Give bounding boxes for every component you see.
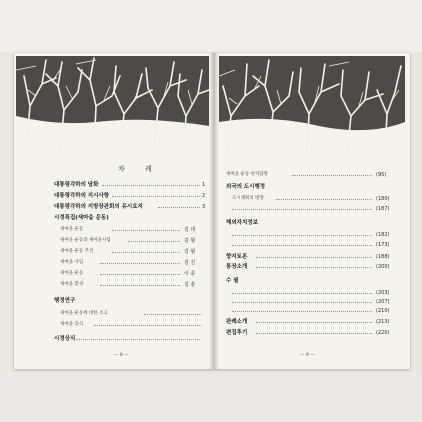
book-gutter [209, 53, 219, 369]
toc-entry [54, 336, 206, 342]
leader-dots [276, 199, 372, 200]
toc-entry-author: 김 대 [184, 227, 196, 233]
leader-dots [256, 322, 372, 323]
toc-section-heading [54, 298, 206, 304]
toc-entry [232, 299, 398, 305]
leader-dots [232, 209, 372, 210]
toc-entry [232, 290, 398, 296]
leader-dots [76, 339, 200, 340]
toc-entry-page: (180) [376, 196, 390, 202]
toc-entry-page: (203) [376, 290, 390, 296]
leader-dots [112, 252, 180, 253]
leader-dots [232, 311, 372, 312]
toc-entry [232, 232, 398, 238]
toc-entry [226, 264, 398, 270]
table-surface-bottom [0, 370, 422, 422]
toc-entry-label: 새마을 운동 [60, 227, 84, 232]
toc-section-heading [54, 215, 206, 221]
tree-woodcut-illustration-right [219, 56, 405, 154]
toc-entry-label: 도시계획의 방향 [232, 196, 264, 201]
toc-entry-label: 새마을 운동 현지답방 [226, 172, 268, 177]
toc-entry-page: 1 [202, 182, 206, 188]
leader-dots [256, 257, 372, 258]
toc-entry-label: 대통령각하의 지시사항 [54, 193, 110, 199]
toc-entry [232, 206, 398, 212]
toc-entry [226, 254, 398, 260]
toc-entry-page: (210) [376, 308, 390, 314]
leader-dots [128, 241, 180, 242]
toc-entry [54, 193, 206, 199]
toc-entry [60, 249, 206, 255]
page-number: — 9 — [300, 353, 315, 358]
toc-entry-page: 2 [202, 193, 206, 199]
toc-entry-label: 새마을 운동 [60, 271, 84, 276]
page-number: — 8 — [114, 353, 129, 358]
toc-section-heading [226, 278, 398, 284]
toc-entry-label: 대통령각하의 지방장관회의 유시요지 [54, 204, 143, 210]
toc-entry [232, 308, 398, 314]
toc-entry [60, 271, 206, 277]
leader-dots [158, 207, 200, 208]
toc-entry [60, 322, 206, 328]
toc-entry-label: 새마을 의식 [60, 322, 84, 327]
toc-entry-label: 향지토론 [226, 254, 248, 260]
toc-section-heading [226, 184, 398, 190]
leader-dots [256, 267, 372, 268]
toc-entry-label: 새마을 운동과 새마을사업 [60, 238, 111, 243]
toc-entry-label: 대통령각하의 담화 [54, 182, 99, 188]
toc-entry [226, 172, 398, 178]
toc-title: 차 례 [118, 165, 161, 173]
toc-entry-label: 해외자치정보 [226, 220, 258, 226]
toc-entry-author: 김 형 [184, 238, 196, 244]
toc-entry [226, 330, 398, 336]
toc-entry-page: (187) [376, 206, 390, 212]
toc-entry-page: (95) [376, 172, 387, 178]
toc-entry-page: (200) [376, 264, 390, 270]
toc-entry [232, 196, 398, 202]
toc-entry-label: 새마을 운동 추진 [60, 249, 94, 254]
toc-entry [226, 319, 398, 325]
toc-entry [60, 238, 206, 244]
toc-entry-page: (220) [376, 330, 390, 336]
leader-dots [112, 230, 180, 231]
leader-dots [256, 333, 372, 334]
leader-dots [292, 175, 372, 176]
leader-dots [232, 293, 372, 294]
toc-entry-label: 새마을 환경 [60, 282, 84, 287]
leader-dots [100, 274, 180, 275]
toc-entry [60, 227, 206, 233]
toc-entry [60, 311, 206, 317]
toc-entry [60, 260, 206, 266]
toc-entry-page: (173) [376, 242, 390, 248]
leader-dots [144, 314, 202, 315]
leader-dots [232, 302, 372, 303]
toc-entry-label: 시정특집(새마을 운동) [54, 215, 109, 221]
leader-dots [232, 245, 372, 246]
toc-entry-author: 김 진 [184, 260, 196, 266]
toc-entry-author: 김 형 [184, 249, 196, 255]
leader-dots [100, 285, 180, 286]
toc-entry [60, 282, 206, 288]
leader-dots [100, 263, 180, 264]
leader-dots [112, 196, 200, 197]
toc-entry-author: 김 흥 [184, 282, 196, 288]
toc-entry-label: 판례소개 [226, 319, 248, 325]
toc-entry [54, 204, 206, 210]
toc-entry-page: (207) [376, 299, 390, 305]
toc-entry-page: (213) [376, 319, 390, 325]
toc-entry-label: 편집후기 [226, 330, 248, 336]
toc-entry [54, 182, 206, 188]
leader-dots [232, 235, 372, 236]
tree-woodcut-illustration-left [16, 56, 209, 152]
table-surface-top [0, 0, 422, 52]
leader-dots [102, 185, 200, 186]
toc-entry-author: 이 종 [184, 271, 196, 277]
toc-entry-label: 외국의 도시행정 [226, 184, 266, 190]
leader-dots [94, 325, 202, 326]
toc-entry-page: (188) [376, 254, 390, 260]
toc-entry-label: 통장소개 [226, 264, 248, 270]
toc-section-heading [226, 220, 398, 226]
toc-entry-label: 수 필 [226, 278, 239, 284]
toc-entry [232, 242, 398, 248]
toc-entry-page: 3 [202, 204, 206, 210]
toc-entry-label: 새마을 사업 [60, 260, 84, 265]
toc-entry-label: 행정연구 [54, 298, 76, 304]
toc-entry-label: 새마을 운동에 대한 소고 [60, 311, 108, 316]
toc-entry-label: 시정상식 [54, 336, 76, 342]
toc-entry-page: (182) [376, 232, 390, 238]
